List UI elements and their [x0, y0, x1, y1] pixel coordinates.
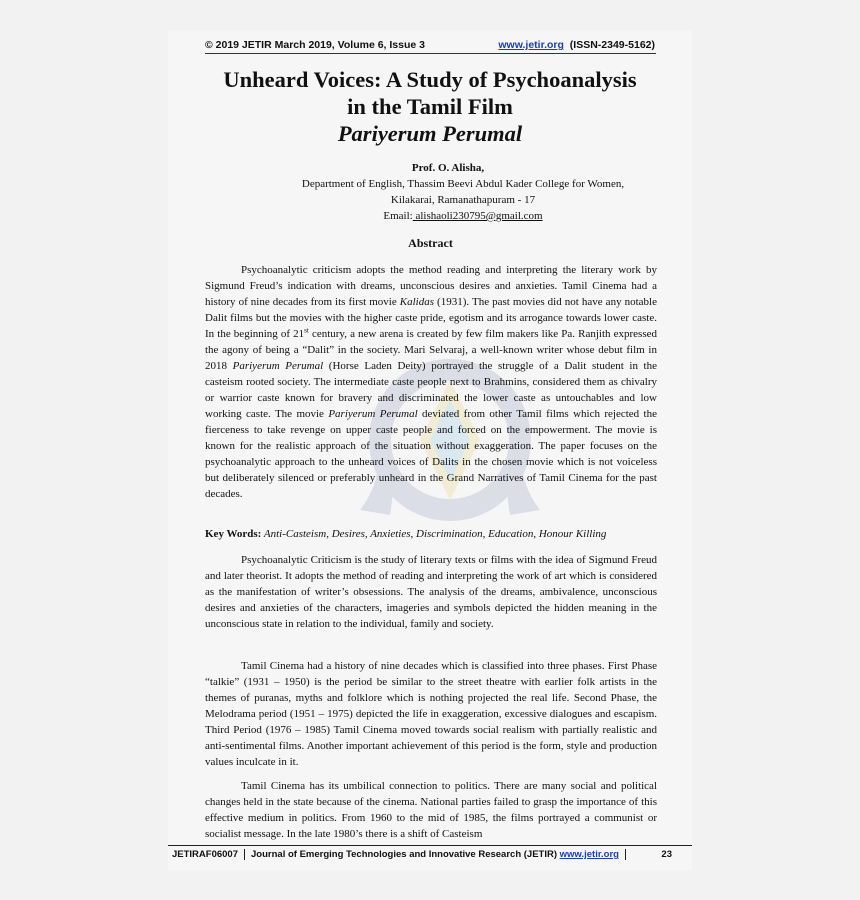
- footer-separator-2: [625, 849, 626, 860]
- body-paragraph-3: Tamil Cinema has its umbilical connection to politics. There are many social and political changes held in the state because of the cinema. National parties failed to grasp the importance of this effective medium in politics. From 1960 to the mid of 1985, the films portrayed a communist or socialist message. In the late 1980’s there is a shift of Casteism: [205, 780, 657, 840]
- journal-footer: [172, 849, 682, 860]
- author-location: Kilakarai, Ramanathapuram - 17: [390, 194, 536, 206]
- abstract-heading: Abstract: [408, 236, 453, 250]
- email-label: Email:: [383, 210, 413, 222]
- header-issn: (ISSN-2349-5162): [569, 39, 655, 51]
- journal-name: Journal of Emerging Technologies and Innovative Research (JETIR): [251, 849, 558, 860]
- journal-issue-info: © 2019 JETIR March 2019, Volume 6, Issue 3: [205, 39, 425, 51]
- title-line-1: Unheard Voices: A Study of Psychoanalysis: [223, 67, 637, 92]
- paper-id: JETIRAF06007: [172, 849, 239, 860]
- body-paragraph-2: Tamil Cinema had a history of nine decades which is classified into three phases. First Phase “talkie” (1931 – 1950) is the period be similar to the street theatre with earlier folk artists in the themes of puranas, myths and folklore which is nothing projected the real life. Second Phase, the Melodrama period (1951 – 1975) depicted the life in exaggeration, excessive dialogues and escapism. Third Period (1976 – 1985) Tamil Cinema moved towards social realism with partially realistic and anti-sentimental films. Another important achievement of this period is the form, style and production values inculcate in it.: [205, 660, 657, 768]
- title-line-2: in the Tamil Film: [347, 94, 513, 119]
- header-site-link[interactable]: www.jetir.org: [498, 39, 564, 51]
- journal-header: [205, 39, 655, 51]
- page-number: 23: [661, 849, 672, 860]
- footer-rule: [168, 845, 692, 846]
- abstract-film-kalidas: Kalidas: [399, 296, 435, 308]
- abstract-text-5: deviated from other Tamil films which rejected the fierceness to take revenge on upper caste people and forced on the empowerment. The movie is known for the realistic approach of the situation without exaggeration. The paper focuses on the psychoanalytic approach to the unheard voices of Dalits in the chosen movie which is not voiceless but deliberately silenced or preferably unheard in the Grand Narratives of Tamil Cinema for the past decades.: [205, 408, 657, 500]
- author-department: Department of English, Thassim Beevi Abdul Kader College for Women,: [301, 178, 625, 190]
- abstract-text-3: century, a new arena is created by few film makers like Pa. Ranjith expressed the agony of being a “Dalit” in the society. Mari Selvaraj, a well-known writer whose debut film in 2018: [205, 328, 657, 372]
- body-paragraph-1: Psychoanalytic Criticism is the study of literary texts or films with the idea of Sigmund Freud and later theorist. It adopts the method of reading and interpreting the work of art which is considered as the manifestation of writer’s obsessions. The analysis of the dreams, ambivalence, unconscious desires and anxieties of the characters, imageries and symbols depicted the hidden meaning in the unconscious state in relation to the individual, family and society.: [205, 554, 657, 630]
- header-rule: [205, 53, 656, 54]
- abstract-film-title-2: Pariyerum Perumal: [328, 408, 418, 420]
- abstract-paragraph: [205, 262, 657, 502]
- author-name: Prof. O. Alisha,: [411, 162, 485, 174]
- footer-site-link[interactable]: www.jetir.org: [559, 849, 619, 860]
- keywords-line: [205, 526, 657, 542]
- author-email[interactable]: alishaoli230795@gmail.com: [412, 210, 543, 222]
- keywords-list: Anti-Casteism, Desires, Anxieties, Discrimination, Education, Honour Killing: [261, 528, 607, 540]
- paper-title: [190, 66, 670, 148]
- abstract-superscript: st: [304, 326, 309, 335]
- abstract-text-1: Psychoanalytic criticism adopts the method reading and interpreting the literary work by Sigmund Freud’s indication with dreams, unconscious desires and anxieties. Tamil Cinema had a history of nine decades from its first movie: [205, 264, 657, 308]
- abstract-film-title-1: Pariyerum Perumal: [232, 360, 324, 372]
- title-line-3: Pariyerum Perumal: [337, 121, 523, 146]
- keywords-label: Key Words:: [205, 528, 262, 540]
- abstract-text-2: (1931). The past movies did not have any notable Dalit films but the movies with the higher caste pride, egotism and its arrogance towards lower caste. In the beginning of 21: [205, 296, 657, 340]
- author-email-line: [205, 208, 721, 224]
- footer-separator: [244, 849, 245, 860]
- author-info: [205, 160, 721, 224]
- header-site-issn: [498, 39, 655, 51]
- abstract-text-4: (Horse Laden Deity) portrayed the struggle of a Dalit student in the casteism rooted society. The intermediate caste people next to Brahmins, considered them as chivalry or warrior caste known for bravery and discriminated the lower caste as untouchables and low working caste. The movie: [205, 360, 657, 420]
